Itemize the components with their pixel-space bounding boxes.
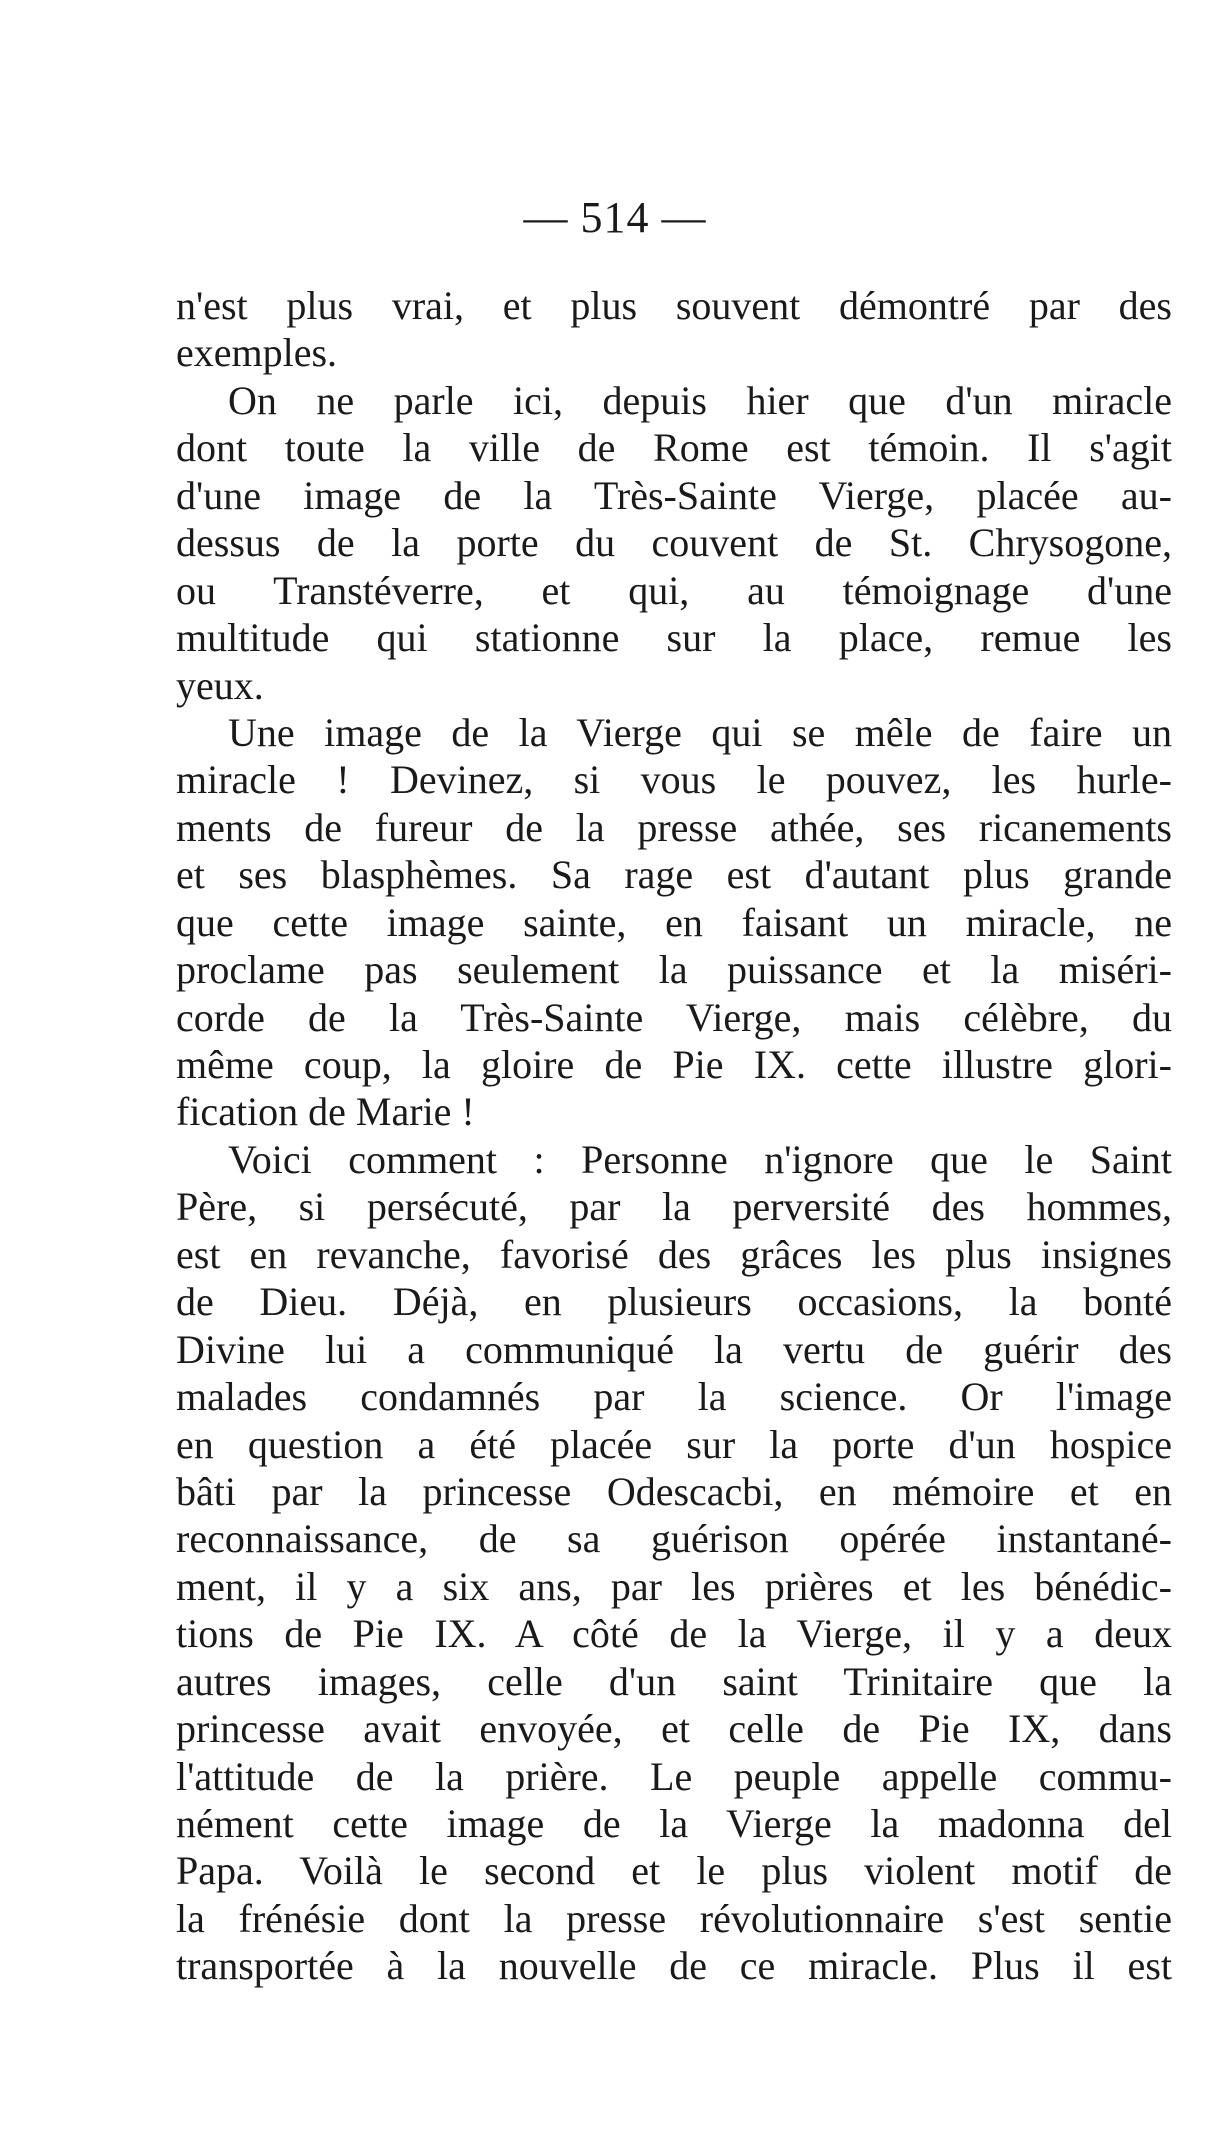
text-line: n'est plus vrai, et plus souvent démontré par des: [176, 283, 1172, 328]
text-line: Divine lui a communiqué la vertu de guérir des: [176, 1326, 1172, 1372]
text-line: même coup, la gloire de Pie IX. cette illustre glori-: [176, 1042, 1172, 1087]
text-line: la frénésie dont la presse révolutionnaire s'est sentie: [176, 1895, 1172, 1941]
text-line: d'une image de la Très-Sainte Vierge, placée au-: [176, 472, 1172, 518]
text-line: miracle ! Devinez, si vous le pouvez, les hurle-: [176, 757, 1172, 803]
text-line: l'attitude de la prière. Le peuple appelle commu-: [176, 1753, 1172, 1799]
text-line: ou Transtéverre, et qui, au témoignage d'une: [176, 567, 1172, 613]
text-line: de Dieu. Déjà, en plusieurs occasions, la bonté: [176, 1279, 1172, 1325]
body-text: [176, 282, 1172, 1990]
text-line: ments de fureur de la presse athée, ses ricanements: [176, 804, 1172, 850]
text-line: est en revanche, favorisé des grâces les plus insignes: [176, 1231, 1172, 1277]
page-number: — 514 —: [523, 193, 707, 242]
text-line: bâti par la princesse Odescacbi, en mémoire et en: [176, 1468, 1172, 1514]
text-line: en question a été placée sur la porte d'un hospice: [176, 1421, 1172, 1467]
text-line: dessus de la porte du couvent de St. Chrysogone,: [176, 520, 1172, 566]
text-line: nément cette image de la Vierge la madonna del: [176, 1801, 1172, 1846]
text-line: transportée à la nouvelle de ce miracle. Plus il est: [176, 1943, 1172, 1989]
text-line: tions de Pie IX. A côté de la Vierge, il y a deux: [176, 1611, 1172, 1657]
text-line: proclame pas seulement la puissance et la miséri-: [176, 947, 1172, 993]
text-line: malades condamnés par la science. Or l'image: [176, 1374, 1172, 1420]
text-line: corde de la Très-Sainte Vierge, mais célèbre, du: [176, 994, 1172, 1040]
text-line: exemples.: [176, 330, 338, 376]
text-line: ment, il y a six ans, par les prières et les bénédic-: [176, 1563, 1172, 1609]
text-line: multitude qui stationne sur la place, remue les: [176, 615, 1172, 661]
text-line: que cette image sainte, en faisant un miracle, ne: [176, 899, 1172, 945]
text-line: dont toute la ville de Rome est témoin. Il s'agit: [176, 425, 1172, 471]
text-line: On ne parle ici, depuis hier que d'un miracle: [228, 377, 1172, 423]
text-line: reconnaissance, de sa guérison opérée instantané-: [176, 1516, 1172, 1562]
text-line: Papa. Voilà le second et le plus violent motif de: [176, 1848, 1172, 1894]
text-line: fication de Marie !: [176, 1089, 475, 1135]
text-line: et ses blasphèmes. Sa rage est d'autant plus grande: [176, 852, 1172, 898]
text-line: princesse avait envoyée, et celle de Pie IX, dans: [176, 1706, 1172, 1752]
text-line: Voici comment : Personne n'ignore que le Saint: [228, 1136, 1172, 1182]
text-line: Une image de la Vierge qui se mêle de faire un: [228, 709, 1172, 755]
text-line: Père, si persécuté, par la perversité des hommes,: [176, 1184, 1172, 1230]
text-line: autres images, celle d'un saint Trinitaire que la: [176, 1658, 1172, 1704]
text-line: yeux.: [176, 662, 264, 708]
